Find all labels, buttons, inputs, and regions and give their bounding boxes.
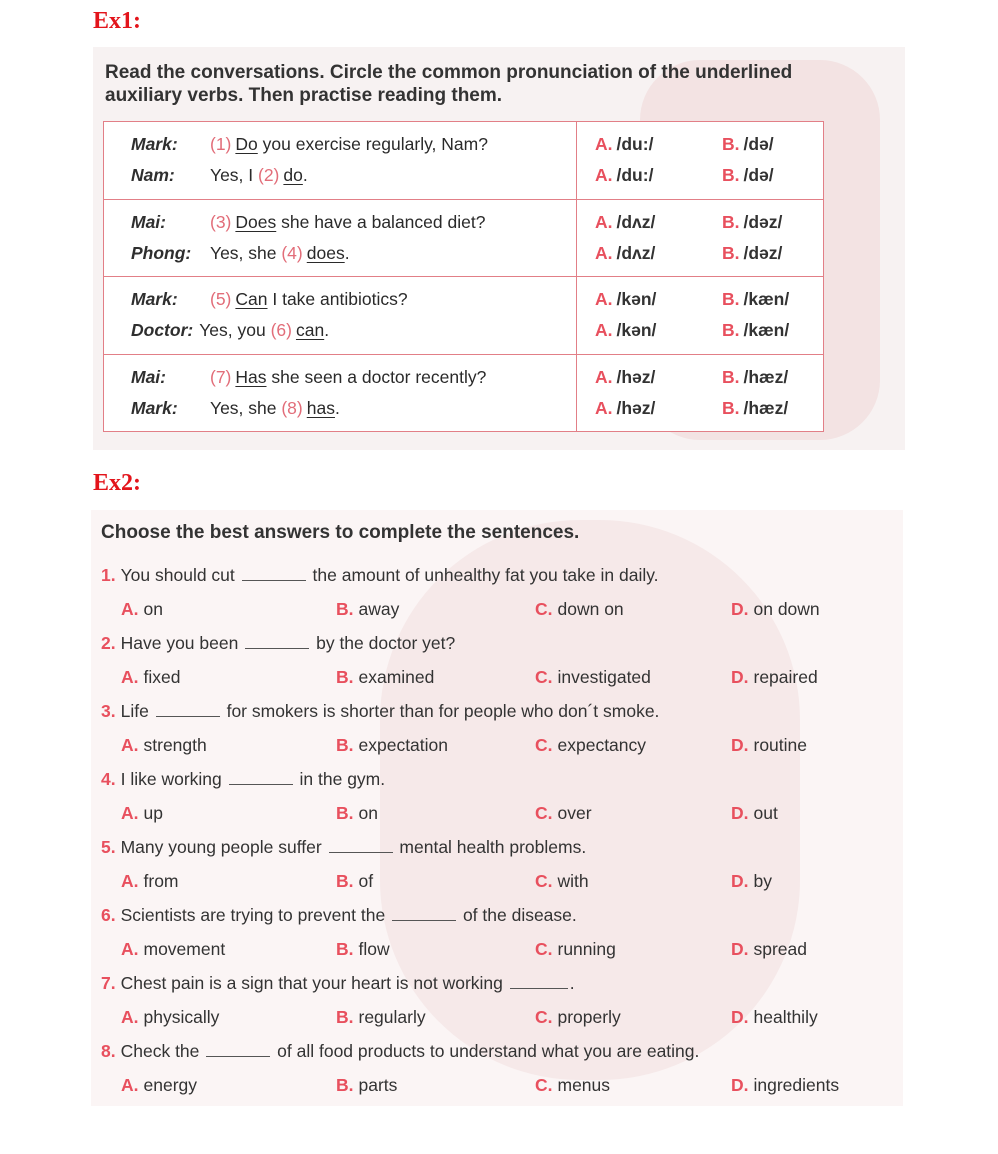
option-b[interactable]: B. /də/ — [722, 134, 774, 155]
dialogue-text: she have a balanced diet? — [276, 211, 486, 232]
dialogue-text: I take antibiotics? — [267, 289, 408, 310]
underlined-verb: Does — [235, 211, 277, 232]
options-cell — [577, 199, 824, 277]
answer-option-b[interactable]: B. flow — [336, 939, 390, 959]
answer-option-c[interactable]: C. properly — [535, 1007, 621, 1027]
options-cell — [577, 354, 824, 432]
ex2-instruction: Choose the best answers to complete the sentences. — [101, 522, 580, 543]
answer-blank[interactable] — [329, 836, 393, 853]
item-number: (2) — [258, 165, 280, 186]
answer-option-a[interactable]: A. fixed — [121, 667, 181, 687]
answer-option-d[interactable]: D. ingredients — [731, 1075, 840, 1095]
answer-option-c[interactable]: C. with — [535, 871, 589, 891]
dialogue-text: Yes, you — [199, 320, 271, 341]
answer-option-c[interactable]: C. investigated — [535, 667, 651, 687]
answer-option-a[interactable]: A. up — [121, 803, 163, 823]
option-a[interactable]: A. /dʌz/ — [595, 242, 656, 263]
answer-option-a[interactable]: A. energy — [121, 1075, 198, 1095]
answer-blank[interactable] — [229, 768, 293, 785]
underlined-verb: do — [283, 165, 303, 186]
option-b[interactable]: B. /də/ — [722, 165, 774, 186]
underlined-verb: has — [306, 397, 335, 418]
dialogue-text: Yes, she — [210, 397, 282, 418]
speaker: Mark: — [131, 397, 178, 418]
option-line — [577, 284, 823, 315]
ex1-label: Ex1: — [93, 8, 141, 34]
conversation-row — [104, 122, 824, 200]
question-text-after: of the disease. — [462, 905, 577, 925]
answer-option-b[interactable]: B. regularly — [336, 1007, 426, 1027]
dialogue-line — [104, 393, 576, 424]
dialogue-cell — [104, 354, 577, 432]
question-number: 4. — [101, 769, 116, 789]
conversation-row — [104, 277, 824, 355]
option-b[interactable]: B. /dəz/ — [722, 211, 783, 232]
item-number: (1) — [210, 134, 232, 155]
option-line — [577, 362, 823, 393]
dialogue-text: Yes, she — [210, 242, 282, 263]
question-number: 6. — [101, 905, 116, 925]
option-a[interactable]: A. /kən/ — [595, 320, 657, 341]
conversation-row — [104, 199, 824, 277]
question-number: 1. — [101, 565, 116, 585]
dialogue-text: Yes, I — [210, 165, 258, 186]
conversation-table — [103, 121, 824, 432]
answer-option-d[interactable]: D. healthily — [731, 1007, 818, 1027]
option-b[interactable]: B. /hæz/ — [722, 366, 789, 387]
dialogue-line — [104, 362, 576, 393]
question — [101, 835, 586, 859]
answer-option-b[interactable]: B. expectation — [336, 735, 449, 755]
answer-blank[interactable] — [392, 904, 456, 921]
answer-blank[interactable] — [242, 564, 306, 581]
dialogue-text: . — [324, 320, 330, 341]
option-line — [577, 160, 823, 191]
option-line — [577, 207, 823, 238]
item-number: (8) — [281, 397, 303, 418]
option-b[interactable]: B. /dəz/ — [722, 242, 783, 263]
answer-option-c[interactable]: C. menus — [535, 1075, 611, 1095]
question-text-before: Many young people suffer — [120, 837, 322, 857]
dialogue-text: you exercise regularly, Nam? — [257, 134, 488, 155]
answer-option-b[interactable]: B. parts — [336, 1075, 398, 1095]
dialogue-line — [104, 284, 576, 315]
answer-option-a[interactable]: A. from — [121, 871, 179, 891]
item-number: (4) — [281, 242, 303, 263]
question-number: 7. — [101, 973, 116, 993]
dialogue-line — [104, 207, 576, 238]
question-text-after: for smokers is shorter than for people who don´t smoke. — [226, 701, 660, 721]
answer-option-b[interactable]: B. examined — [336, 667, 435, 687]
dialogue-line — [104, 160, 576, 191]
option-a[interactable]: A. /həz/ — [595, 397, 656, 418]
speaker: Mai: — [131, 366, 166, 387]
question-text-before: I like working — [120, 769, 222, 789]
question-text-after: in the gym. — [299, 769, 386, 789]
item-number: (7) — [210, 366, 232, 387]
answer-option-d[interactable]: D. out — [731, 803, 778, 823]
item-number: (3) — [210, 211, 232, 232]
underlined-verb: Has — [235, 366, 267, 387]
question-text-before: Have you been — [120, 633, 239, 653]
question-text-after: by the doctor yet? — [316, 633, 456, 653]
answer-option-a[interactable]: A. movement — [121, 939, 226, 959]
question-text-after: of all food products to understand what you are eating. — [277, 1041, 700, 1061]
ex1-instruction-line2: auxiliary verbs. Then practise reading them. — [105, 85, 503, 106]
option-a[interactable]: A. /həz/ — [595, 366, 656, 387]
dialogue-text: . — [334, 397, 340, 418]
question-text-after: mental health problems. — [399, 837, 587, 857]
option-a[interactable]: A. /du:/ — [595, 165, 654, 186]
answer-option-b[interactable]: B. away — [336, 599, 400, 619]
option-line — [577, 393, 823, 424]
dialogue-line — [104, 238, 576, 269]
question-number: 3. — [101, 701, 116, 721]
answer-option-c[interactable]: C. down on — [535, 599, 624, 619]
speaker: Phong: — [131, 242, 192, 263]
question-text-before: Check the — [120, 1041, 200, 1061]
underlined-verb: Do — [235, 134, 258, 155]
dialogue-text: . — [344, 242, 350, 263]
options-cell — [577, 277, 824, 355]
answer-blank[interactable] — [510, 972, 568, 989]
answer-option-b[interactable]: B. of — [336, 871, 374, 891]
answer-blank[interactable] — [245, 632, 309, 649]
question — [101, 699, 659, 723]
answer-option-d[interactable]: D. on down — [731, 599, 820, 619]
question — [101, 1039, 699, 1063]
question — [101, 563, 659, 587]
answer-option-c[interactable]: C. running — [535, 939, 616, 959]
dialogue-cell — [104, 277, 577, 355]
answer-option-d[interactable]: D. routine — [731, 735, 808, 755]
answer-option-c[interactable]: C. expectancy — [535, 735, 647, 755]
speaker: Mark: — [131, 289, 178, 310]
option-a[interactable]: A. /dʌz/ — [595, 211, 656, 232]
item-number: (6) — [270, 320, 292, 341]
question-text-before: Scientists are trying to prevent the — [120, 905, 386, 925]
ex1-instruction-line1: Read the conversations. Circle the common pronunciation of the underlined — [105, 62, 793, 83]
question — [101, 767, 385, 791]
question-text-before: Life — [120, 701, 149, 721]
question-text-after: . — [569, 973, 575, 993]
answer-option-d[interactable]: D. repaired — [731, 667, 818, 687]
answer-blank[interactable] — [156, 700, 220, 717]
option-a[interactable]: A. /kən/ — [595, 289, 657, 310]
option-line — [577, 129, 823, 160]
option-a[interactable]: A. /du:/ — [595, 134, 654, 155]
option-line — [577, 238, 823, 269]
answer-option-c[interactable]: C. over — [535, 803, 592, 823]
question-number: 2. — [101, 633, 116, 653]
item-number: (5) — [210, 289, 232, 310]
underlined-verb: Can — [235, 289, 268, 310]
dialogue-cell — [104, 199, 577, 277]
dialogue-text: she seen a doctor recently? — [266, 366, 487, 387]
dialogue-line — [104, 315, 576, 346]
ex2-label: Ex2: — [93, 470, 141, 496]
question — [101, 903, 577, 927]
speaker: Mark: — [131, 134, 178, 155]
speaker: Doctor: — [131, 320, 194, 341]
option-line — [577, 315, 823, 346]
answer-option-a[interactable]: A. strength — [121, 735, 207, 755]
answer-option-b[interactable]: B. on — [336, 803, 378, 823]
question-text-before: Chest pain is a sign that your heart is not working — [120, 973, 503, 993]
question-number: 5. — [101, 837, 116, 857]
dialogue-line — [104, 129, 576, 160]
answer-blank[interactable] — [206, 1040, 270, 1057]
answer-option-d[interactable]: D. by — [731, 871, 772, 891]
speaker: Mai: — [131, 211, 166, 232]
question — [101, 631, 455, 655]
conversation-row — [104, 354, 824, 432]
question — [101, 971, 575, 995]
dialogue-cell — [104, 122, 577, 200]
options-cell — [577, 122, 824, 200]
option-b[interactable]: B. /kæn/ — [722, 320, 790, 341]
option-b[interactable]: B. /hæz/ — [722, 397, 789, 418]
speaker: Nam: — [131, 165, 175, 186]
dialogue-text: . — [302, 165, 308, 186]
underlined-verb: does — [306, 242, 345, 263]
answer-option-a[interactable]: A. physically — [121, 1007, 220, 1027]
question-text-after: the amount of unhealthy fat you take in daily. — [312, 565, 659, 585]
answer-option-a[interactable]: A. on — [121, 599, 163, 619]
question-text-before: You should cut — [120, 565, 235, 585]
underlined-verb: can — [295, 320, 325, 341]
answer-option-d[interactable]: D. spread — [731, 939, 808, 959]
question-number: 8. — [101, 1041, 116, 1061]
option-b[interactable]: B. /kæn/ — [722, 289, 790, 310]
